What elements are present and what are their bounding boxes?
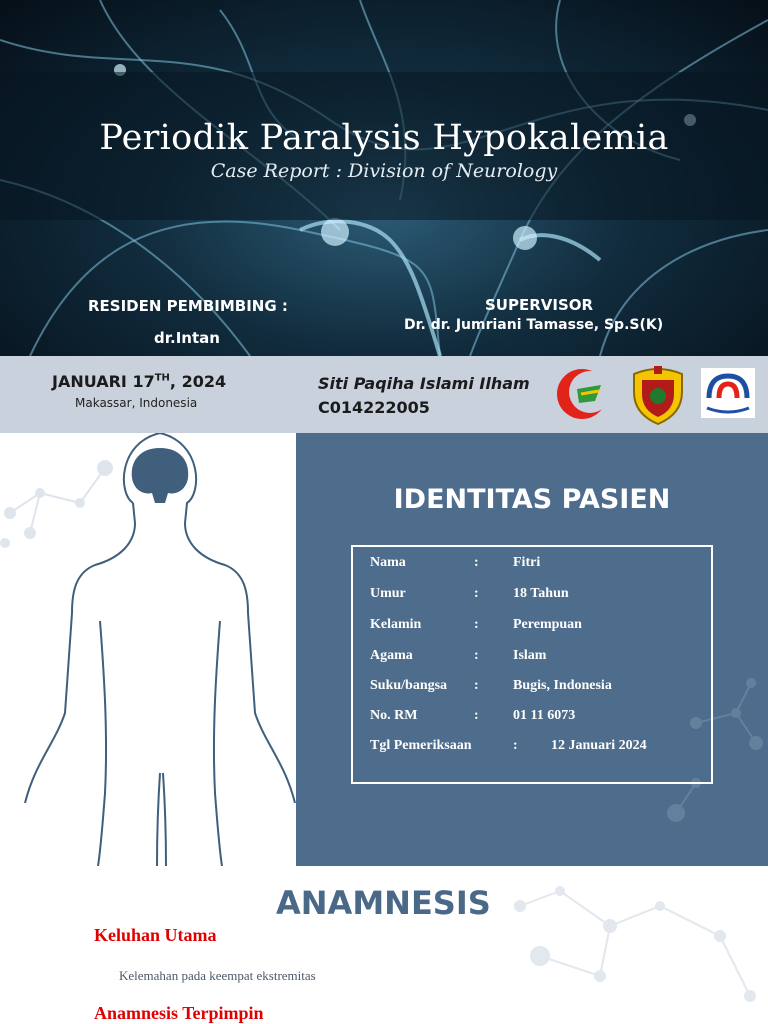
- keluhan-utama-heading: Keluhan Utama: [94, 925, 217, 945]
- identity-sep-umur: :: [474, 586, 479, 601]
- supervisor-label: SUPERVISOR: [485, 296, 594, 314]
- identity-sep-agama: :: [474, 648, 479, 663]
- identity-label-suku: Suku/bangsa: [370, 678, 448, 693]
- identity-value-suku: Bugis, Indonesia: [513, 678, 612, 693]
- identity-sep-norm: :: [474, 708, 479, 723]
- date-year: , 2024: [169, 372, 227, 391]
- presentation-subtitle: Case Report : Division of Neurology: [210, 160, 558, 182]
- identity-value-umur: 18 Tahun: [513, 586, 569, 601]
- identity-label-tgl: Tgl Pemeriksaan: [370, 738, 472, 753]
- identity-value-tgl: 12 Januari 2024: [551, 738, 647, 753]
- author-name: Siti Paqiha Islami Ilham: [318, 374, 530, 393]
- presentation-title: Periodik Paralysis Hypokalemia: [99, 118, 669, 158]
- author-block: [318, 372, 530, 420]
- identity-sep-kelamin: :: [474, 617, 479, 632]
- identity-value-nama: Fitri: [513, 555, 541, 570]
- identity-sep-suku: :: [474, 678, 479, 693]
- human-figure-panel: [0, 433, 296, 866]
- identity-label-norm: No. RM: [370, 708, 418, 723]
- keluhan-utama-text: Kelemahan pada keempat ekstremitas: [119, 968, 316, 983]
- molecule-decoration-bottom: [500, 866, 768, 1024]
- presentation-place: Makassar, Indonesia: [75, 396, 198, 410]
- resident-label: RESIDEN PEMBIMBING :: [88, 297, 288, 315]
- identity-value-norm: 01 11 6073: [513, 708, 576, 723]
- human-body-outline: [0, 433, 296, 866]
- identity-sep-nama: :: [474, 555, 479, 570]
- supervisor-name: Dr. dr. Jumriani Tamasse, Sp.S(K): [404, 317, 664, 333]
- resident-name: dr.Intan: [154, 329, 220, 347]
- identity-value-kelamin: Perempuan: [513, 617, 582, 632]
- identity-label-nama: Nama: [370, 555, 406, 570]
- university-crest-logo: [628, 362, 688, 426]
- presentation-date: [52, 372, 226, 391]
- crescent-logo: [555, 367, 609, 421]
- identity-label-umur: Umur: [370, 586, 406, 601]
- anamnesis-terpimpin-heading: Anamnesis Terpimpin: [94, 1003, 264, 1023]
- identity-label-agama: Agama: [370, 648, 413, 663]
- identity-sep-tgl: :: [513, 738, 518, 753]
- hospital-logo: [701, 368, 755, 418]
- author-id: C014222005: [318, 398, 430, 417]
- identity-value-agama: Islam: [513, 648, 547, 663]
- identity-label-kelamin: Kelamin: [370, 617, 422, 632]
- anamnesis-title: ANAMNESIS: [276, 884, 491, 922]
- identity-title: IDENTITAS PASIEN: [393, 484, 671, 515]
- date-main: JANUARI 17: [52, 372, 155, 391]
- date-suffix: TH: [154, 372, 170, 384]
